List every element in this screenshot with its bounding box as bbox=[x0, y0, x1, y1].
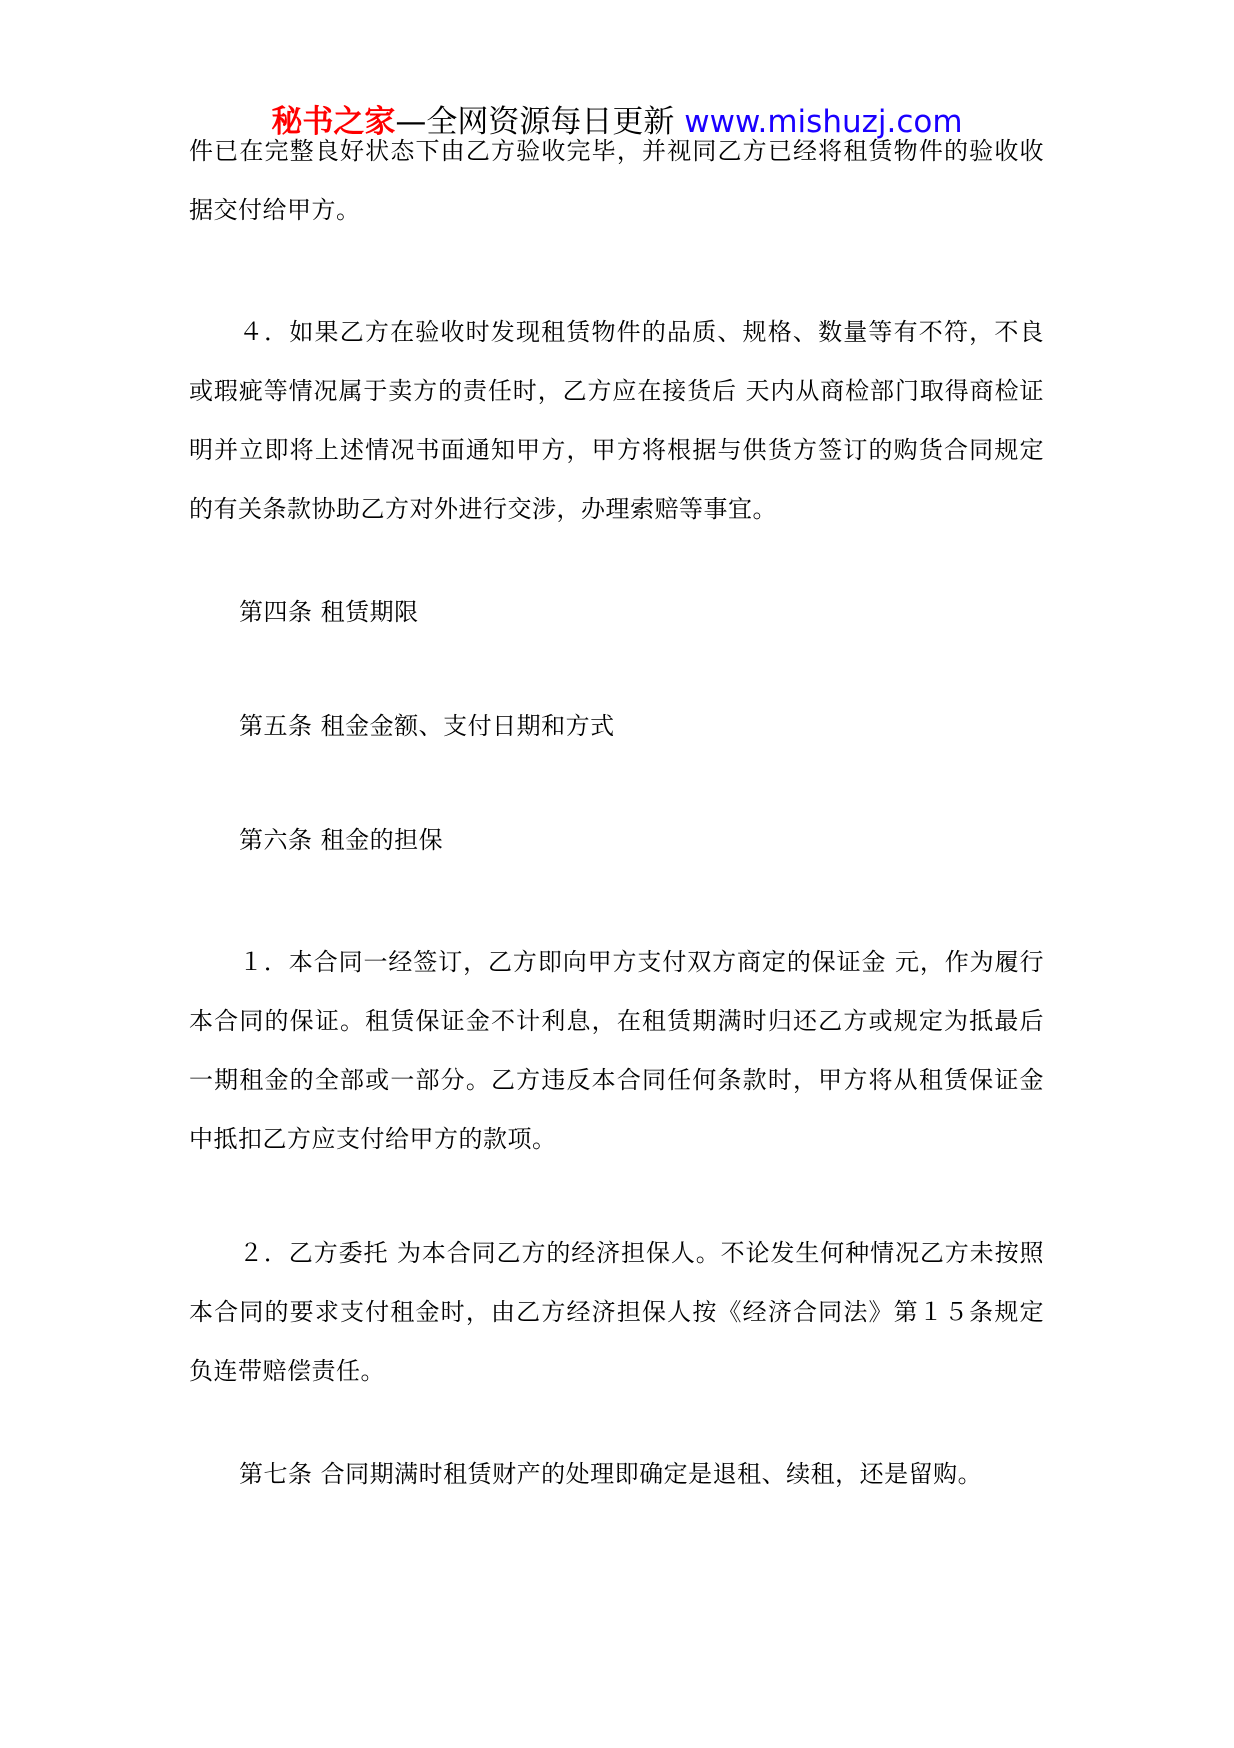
clause-4-paragraph: ４．如果乙方在验收时发现租赁物件的品质、规格、数量等有不符，不良或瑕疵等情况属于卖方的责任时，乙方应在接货后 天内从商检部门取得商检证明并立即将上述情况书面通知甲方，甲方将根据与供货方签订的购货合同规定的有关条款协助乙方对外进行交涉，办理索赔等事宜。 bbox=[189, 318, 1044, 523]
article-4-heading: 第四条 租赁期限 bbox=[239, 598, 419, 626]
article-5-heading: 第五条 租金金额、支付日期和方式 bbox=[239, 712, 615, 740]
brand-name: 秘书之家 bbox=[271, 104, 396, 140]
continuation-paragraph: 件已在完整良好状态下由乙方验收完毕，并视同乙方已经将租赁物件的验收收据交付给甲方。 bbox=[189, 137, 1044, 224]
article-6-heading: 第六条 租金的担保 bbox=[239, 826, 444, 854]
clause-6-2-paragraph: ２．乙方委托 为本合同乙方的经济担保人。不论发生何种情况乙方未按照本合同的要求支付租金时，由乙方经济担保人按《经济合同法》第１５条规定负连带赔偿责任。 bbox=[189, 1239, 1044, 1385]
clause-4-block bbox=[189, 303, 1044, 539]
article-7-heading: 第七条 合同期满时租赁财产的处理即确定是退租、续租，还是留购。 bbox=[239, 1460, 983, 1488]
clause-6-1-block bbox=[189, 933, 1044, 1169]
continuation-paragraph-block bbox=[189, 122, 1044, 240]
clause-6-1-paragraph: １．本合同一经签订，乙方即向甲方支付双方商定的保证金 元，作为履行本合同的保证。租赁保证金不计利息，在租赁期满时归还乙方或规定为抵最后一期租金的全部或一部分。乙方违反本合同任何条款时，甲方将从租赁保证金中抵扣乙方应支付给甲方的款项。 bbox=[189, 948, 1044, 1153]
clause-6-2-block bbox=[189, 1224, 1044, 1401]
site-url-link[interactable]: www.mishuzj.com bbox=[684, 104, 963, 140]
header-tagline: —全网资源每日更新 bbox=[395, 104, 685, 140]
